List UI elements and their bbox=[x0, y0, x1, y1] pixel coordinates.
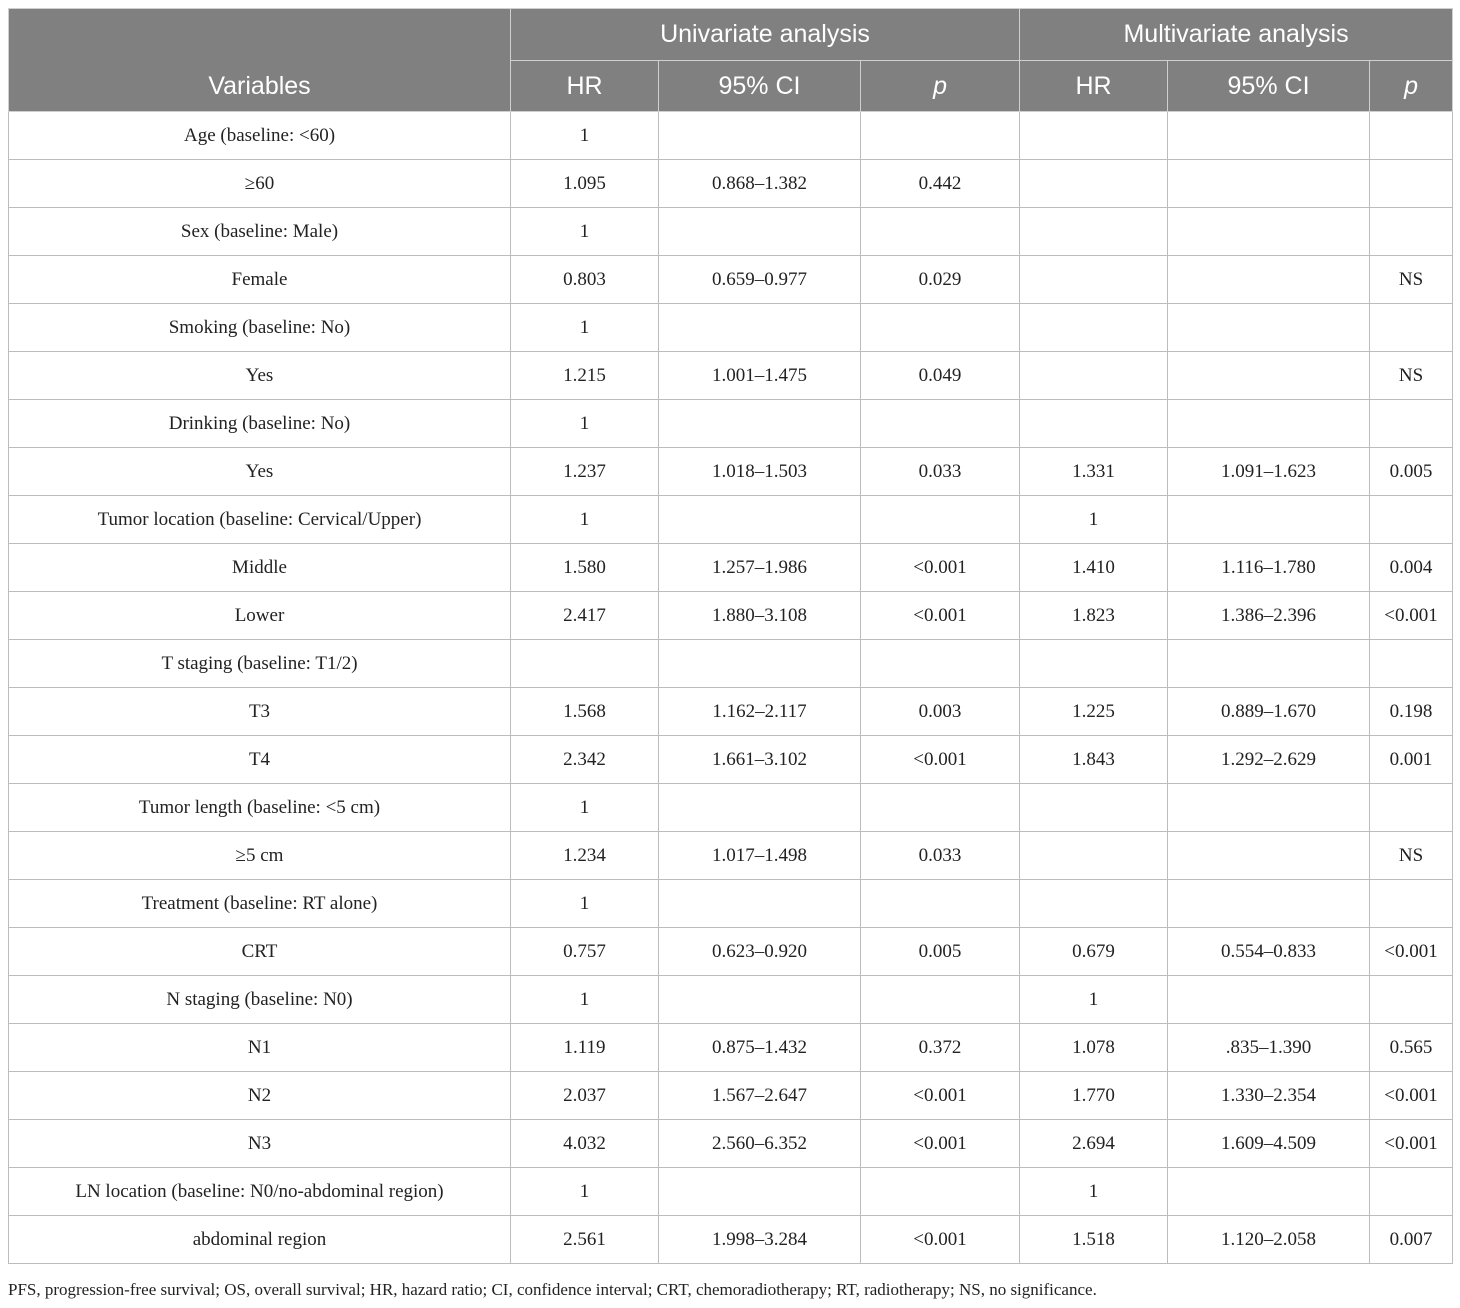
multi-hr-cell bbox=[1020, 160, 1168, 208]
uni-ci-cell: 0.868–1.382 bbox=[659, 160, 861, 208]
uni-p-cell bbox=[861, 1168, 1020, 1216]
uni-ci-cell bbox=[659, 976, 861, 1024]
multi-ci-cell: 1.091–1.623 bbox=[1168, 448, 1370, 496]
multi-hr-cell: 0.679 bbox=[1020, 928, 1168, 976]
multi-ci-cell: 1.120–2.058 bbox=[1168, 1216, 1370, 1264]
uni-p-cell: <0.001 bbox=[861, 1072, 1020, 1120]
table-row bbox=[9, 880, 1453, 928]
table-row bbox=[9, 544, 1453, 592]
multi-hr-cell bbox=[1020, 304, 1168, 352]
multi-hr-cell: 1 bbox=[1020, 496, 1168, 544]
multi-ci-cell bbox=[1168, 400, 1370, 448]
uni-hr-cell: 2.037 bbox=[511, 1072, 659, 1120]
multi-p-cell bbox=[1370, 400, 1453, 448]
uni-hr-cell: 1 bbox=[511, 880, 659, 928]
multi-ci-cell bbox=[1168, 112, 1370, 160]
multi-p-cell bbox=[1370, 112, 1453, 160]
table-row bbox=[9, 1168, 1453, 1216]
uni-p-cell: 0.003 bbox=[861, 688, 1020, 736]
variable-cell: Middle bbox=[9, 544, 511, 592]
uni-hr-cell: 1 bbox=[511, 976, 659, 1024]
uni-ci-header: 95% CI bbox=[659, 61, 861, 112]
multi-p-cell bbox=[1370, 208, 1453, 256]
uni-p-cell: <0.001 bbox=[861, 1120, 1020, 1168]
multi-hr-cell: 1.843 bbox=[1020, 736, 1168, 784]
uni-hr-cell: 0.757 bbox=[511, 928, 659, 976]
multi-ci-cell: 0.889–1.670 bbox=[1168, 688, 1370, 736]
uni-p-cell bbox=[861, 496, 1020, 544]
uni-hr-cell: 1 bbox=[511, 112, 659, 160]
multi-p-cell bbox=[1370, 976, 1453, 1024]
uni-ci-cell: 1.880–3.108 bbox=[659, 592, 861, 640]
uni-ci-cell bbox=[659, 304, 861, 352]
multi-p-cell: 0.005 bbox=[1370, 448, 1453, 496]
multi-ci-cell bbox=[1168, 256, 1370, 304]
multi-p-cell: 0.004 bbox=[1370, 544, 1453, 592]
uni-ci-cell: 1.018–1.503 bbox=[659, 448, 861, 496]
multi-hr-cell bbox=[1020, 112, 1168, 160]
multi-ci-header: 95% CI bbox=[1168, 61, 1370, 112]
table-body bbox=[9, 112, 1453, 1264]
variable-cell: N1 bbox=[9, 1024, 511, 1072]
uni-p-cell bbox=[861, 304, 1020, 352]
uni-hr-cell: 1.215 bbox=[511, 352, 659, 400]
multi-p-cell: NS bbox=[1370, 256, 1453, 304]
uni-ci-cell bbox=[659, 496, 861, 544]
multi-p-cell bbox=[1370, 640, 1453, 688]
variable-cell: Yes bbox=[9, 352, 511, 400]
uni-hr-cell: 1 bbox=[511, 1168, 659, 1216]
uni-p-cell: 0.029 bbox=[861, 256, 1020, 304]
uni-p-cell: <0.001 bbox=[861, 736, 1020, 784]
uni-p-cell bbox=[861, 784, 1020, 832]
uni-hr-cell: 1 bbox=[511, 208, 659, 256]
multi-ci-cell bbox=[1168, 496, 1370, 544]
variable-cell: Sex (baseline: Male) bbox=[9, 208, 511, 256]
multi-hr-cell: 1.770 bbox=[1020, 1072, 1168, 1120]
multi-ci-cell bbox=[1168, 160, 1370, 208]
multi-hr-cell: 1 bbox=[1020, 976, 1168, 1024]
table-row bbox=[9, 592, 1453, 640]
multivariate-header: Multivariate analysis bbox=[1020, 9, 1453, 61]
table-footnote: PFS, progression-free survival; OS, overall survival; HR, hazard ratio; CI, confidence interval; CRT, chemoradiotherapy; RT, radiotherapy; NS, no significance. bbox=[8, 1280, 1097, 1299]
uni-ci-cell bbox=[659, 1168, 861, 1216]
uni-hr-cell: 2.342 bbox=[511, 736, 659, 784]
table-row bbox=[9, 1120, 1453, 1168]
variable-cell: ≥5 cm bbox=[9, 832, 511, 880]
uni-hr-cell: 1.580 bbox=[511, 544, 659, 592]
multi-p-cell bbox=[1370, 1168, 1453, 1216]
table-row bbox=[9, 784, 1453, 832]
multi-hr-cell bbox=[1020, 832, 1168, 880]
multi-hr-cell bbox=[1020, 784, 1168, 832]
uni-p-cell: 0.033 bbox=[861, 832, 1020, 880]
variable-cell: Age (baseline: <60) bbox=[9, 112, 511, 160]
variable-cell: N3 bbox=[9, 1120, 511, 1168]
multi-p-cell bbox=[1370, 304, 1453, 352]
multi-p-cell: <0.001 bbox=[1370, 1120, 1453, 1168]
variable-cell: abdominal region bbox=[9, 1216, 511, 1264]
multi-p-cell: 0.198 bbox=[1370, 688, 1453, 736]
uni-hr-cell: 1.095 bbox=[511, 160, 659, 208]
table-container bbox=[8, 8, 1452, 1264]
uni-p-cell bbox=[861, 976, 1020, 1024]
uni-hr-cell bbox=[511, 640, 659, 688]
multi-hr-cell bbox=[1020, 400, 1168, 448]
table-row bbox=[9, 928, 1453, 976]
table-header bbox=[9, 9, 1453, 112]
multi-ci-cell: 1.116–1.780 bbox=[1168, 544, 1370, 592]
multi-ci-cell: 1.330–2.354 bbox=[1168, 1072, 1370, 1120]
variable-cell: T3 bbox=[9, 688, 511, 736]
multi-hr-cell: 1.225 bbox=[1020, 688, 1168, 736]
multi-p-cell: 0.001 bbox=[1370, 736, 1453, 784]
uni-ci-cell: 1.017–1.498 bbox=[659, 832, 861, 880]
multi-hr-cell: 1.410 bbox=[1020, 544, 1168, 592]
multi-p-cell: NS bbox=[1370, 352, 1453, 400]
uni-p-cell bbox=[861, 880, 1020, 928]
multi-hr-cell bbox=[1020, 208, 1168, 256]
multi-p-cell: NS bbox=[1370, 832, 1453, 880]
table-row bbox=[9, 736, 1453, 784]
multi-hr-cell: 1.518 bbox=[1020, 1216, 1168, 1264]
uni-hr-cell: 2.561 bbox=[511, 1216, 659, 1264]
uni-p-cell: 0.049 bbox=[861, 352, 1020, 400]
multi-ci-cell: 0.554–0.833 bbox=[1168, 928, 1370, 976]
table-row bbox=[9, 640, 1453, 688]
variable-cell: Drinking (baseline: No) bbox=[9, 400, 511, 448]
uni-p-cell: <0.001 bbox=[861, 544, 1020, 592]
multi-hr-cell: 2.694 bbox=[1020, 1120, 1168, 1168]
multi-hr-cell bbox=[1020, 352, 1168, 400]
uni-ci-cell: 0.659–0.977 bbox=[659, 256, 861, 304]
univariate-header: Univariate analysis bbox=[511, 9, 1020, 61]
multi-p-cell: 0.565 bbox=[1370, 1024, 1453, 1072]
multi-hr-cell bbox=[1020, 640, 1168, 688]
uni-p-header: p bbox=[861, 61, 1020, 112]
uni-hr-cell: 1.119 bbox=[511, 1024, 659, 1072]
multi-p-cell: <0.001 bbox=[1370, 1072, 1453, 1120]
variable-cell: Yes bbox=[9, 448, 511, 496]
uni-hr-cell: 1 bbox=[511, 784, 659, 832]
table-row bbox=[9, 256, 1453, 304]
uni-ci-cell: 1.257–1.986 bbox=[659, 544, 861, 592]
uni-hr-cell: 4.032 bbox=[511, 1120, 659, 1168]
multi-p-cell: 0.007 bbox=[1370, 1216, 1453, 1264]
variable-cell: Tumor length (baseline: <5 cm) bbox=[9, 784, 511, 832]
uni-hr-cell: 2.417 bbox=[511, 592, 659, 640]
uni-hr-cell: 1 bbox=[511, 400, 659, 448]
uni-p-cell: 0.372 bbox=[861, 1024, 1020, 1072]
uni-ci-cell: 0.875–1.432 bbox=[659, 1024, 861, 1072]
table-row bbox=[9, 832, 1453, 880]
multi-ci-cell bbox=[1168, 1168, 1370, 1216]
uni-p-cell: 0.442 bbox=[861, 160, 1020, 208]
uni-ci-cell bbox=[659, 880, 861, 928]
variable-cell: Lower bbox=[9, 592, 511, 640]
table-row bbox=[9, 1216, 1453, 1264]
variable-cell: Female bbox=[9, 256, 511, 304]
uni-ci-cell bbox=[659, 784, 861, 832]
table-row bbox=[9, 448, 1453, 496]
header-row-groups bbox=[9, 9, 1453, 61]
multi-ci-cell: .835–1.390 bbox=[1168, 1024, 1370, 1072]
multi-ci-cell bbox=[1168, 880, 1370, 928]
uni-p-cell: 0.033 bbox=[861, 448, 1020, 496]
table-row bbox=[9, 496, 1453, 544]
multi-ci-cell: 1.386–2.396 bbox=[1168, 592, 1370, 640]
table-row bbox=[9, 400, 1453, 448]
uni-ci-cell bbox=[659, 400, 861, 448]
multi-ci-cell bbox=[1168, 352, 1370, 400]
uni-hr-cell: 1.234 bbox=[511, 832, 659, 880]
uni-ci-cell: 2.560–6.352 bbox=[659, 1120, 861, 1168]
uni-ci-cell: 1.998–3.284 bbox=[659, 1216, 861, 1264]
table-row bbox=[9, 304, 1453, 352]
uni-p-cell bbox=[861, 640, 1020, 688]
multi-p-header: p bbox=[1370, 61, 1453, 112]
variables-header: Variables bbox=[9, 9, 511, 112]
variable-cell: N staging (baseline: N0) bbox=[9, 976, 511, 1024]
multi-p-cell: <0.001 bbox=[1370, 928, 1453, 976]
multi-hr-cell bbox=[1020, 256, 1168, 304]
variable-cell: Tumor location (baseline: Cervical/Upper) bbox=[9, 496, 511, 544]
uni-ci-cell: 0.623–0.920 bbox=[659, 928, 861, 976]
variable-cell: ≥60 bbox=[9, 160, 511, 208]
table-row bbox=[9, 688, 1453, 736]
multi-hr-header: HR bbox=[1020, 61, 1168, 112]
multi-p-cell bbox=[1370, 160, 1453, 208]
uni-p-cell bbox=[861, 208, 1020, 256]
multi-p-cell: <0.001 bbox=[1370, 592, 1453, 640]
multi-ci-cell bbox=[1168, 976, 1370, 1024]
table-row bbox=[9, 160, 1453, 208]
variable-cell: N2 bbox=[9, 1072, 511, 1120]
multi-hr-cell: 1.331 bbox=[1020, 448, 1168, 496]
uni-ci-cell: 1.001–1.475 bbox=[659, 352, 861, 400]
table-row bbox=[9, 1072, 1453, 1120]
table-row bbox=[9, 976, 1453, 1024]
uni-p-cell: <0.001 bbox=[861, 592, 1020, 640]
multi-hr-cell: 1.078 bbox=[1020, 1024, 1168, 1072]
variable-cell: LN location (baseline: N0/no-abdominal region) bbox=[9, 1168, 511, 1216]
variable-cell: T4 bbox=[9, 736, 511, 784]
uni-ci-cell: 1.661–3.102 bbox=[659, 736, 861, 784]
uni-hr-cell: 1.568 bbox=[511, 688, 659, 736]
table-row bbox=[9, 112, 1453, 160]
uni-hr-header: HR bbox=[511, 61, 659, 112]
multi-ci-cell bbox=[1168, 640, 1370, 688]
uni-ci-cell bbox=[659, 640, 861, 688]
uni-p-cell: <0.001 bbox=[861, 1216, 1020, 1264]
uni-ci-cell: 1.567–2.647 bbox=[659, 1072, 861, 1120]
multi-p-cell bbox=[1370, 784, 1453, 832]
table-row bbox=[9, 1024, 1453, 1072]
uni-p-cell: 0.005 bbox=[861, 928, 1020, 976]
table-row bbox=[9, 208, 1453, 256]
variable-cell: Treatment (baseline: RT alone) bbox=[9, 880, 511, 928]
variable-cell: Smoking (baseline: No) bbox=[9, 304, 511, 352]
uni-hr-cell: 1 bbox=[511, 496, 659, 544]
multi-hr-cell: 1.823 bbox=[1020, 592, 1168, 640]
uni-p-cell bbox=[861, 112, 1020, 160]
multi-ci-cell: 1.292–2.629 bbox=[1168, 736, 1370, 784]
uni-ci-cell: 1.162–2.117 bbox=[659, 688, 861, 736]
variable-cell: T staging (baseline: T1/2) bbox=[9, 640, 511, 688]
multi-ci-cell bbox=[1168, 784, 1370, 832]
multi-hr-cell bbox=[1020, 880, 1168, 928]
uni-p-cell bbox=[861, 400, 1020, 448]
uni-hr-cell: 0.803 bbox=[511, 256, 659, 304]
uni-ci-cell bbox=[659, 112, 861, 160]
multi-ci-cell bbox=[1168, 304, 1370, 352]
multi-p-cell bbox=[1370, 880, 1453, 928]
multi-ci-cell: 1.609–4.509 bbox=[1168, 1120, 1370, 1168]
cox-regression-table bbox=[8, 8, 1453, 1264]
multi-ci-cell bbox=[1168, 208, 1370, 256]
table-row bbox=[9, 352, 1453, 400]
uni-hr-cell: 1 bbox=[511, 304, 659, 352]
multi-hr-cell: 1 bbox=[1020, 1168, 1168, 1216]
multi-ci-cell bbox=[1168, 832, 1370, 880]
uni-hr-cell: 1.237 bbox=[511, 448, 659, 496]
uni-ci-cell bbox=[659, 208, 861, 256]
variable-cell: CRT bbox=[9, 928, 511, 976]
multi-p-cell bbox=[1370, 496, 1453, 544]
